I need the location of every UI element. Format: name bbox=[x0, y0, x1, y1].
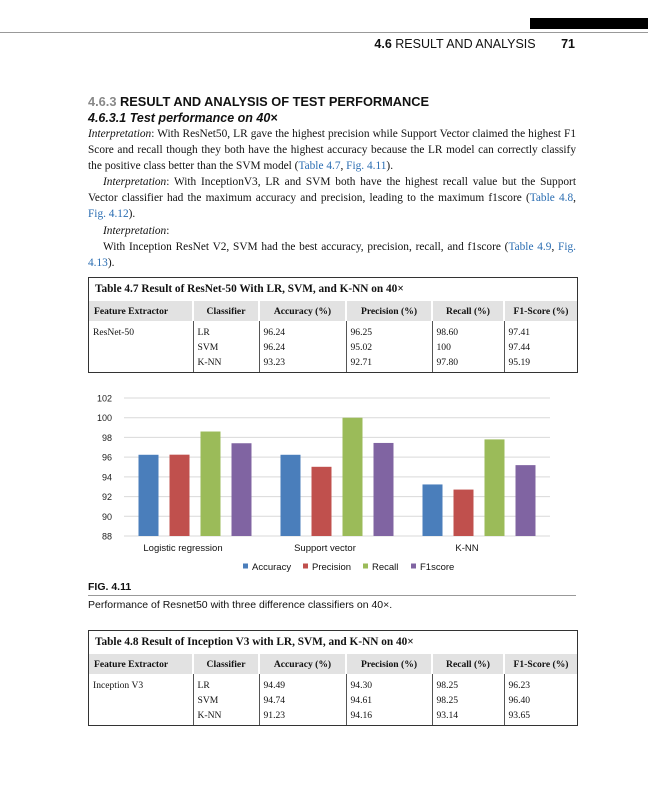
table-cell: 96.24 bbox=[259, 342, 346, 357]
running-head-title: RESULT AND ANALYSIS bbox=[395, 37, 536, 51]
paragraph-1 bbox=[88, 126, 576, 174]
table-header-row bbox=[89, 654, 577, 674]
xref-table-4-7[interactable]: Table 4.7 bbox=[298, 160, 341, 173]
table-cell: 94.61 bbox=[346, 695, 432, 710]
table-cell: 95.19 bbox=[504, 357, 577, 372]
column-header: Accuracy (%) bbox=[259, 301, 346, 321]
p2-end: ). bbox=[128, 208, 136, 221]
bar-f1score-1 bbox=[232, 443, 252, 536]
table-row bbox=[89, 357, 577, 372]
table-caption: Table 4.7 Result of ResNet-50 With LR, SVM, and K-NN on 40× bbox=[95, 283, 404, 295]
page-number: 71 bbox=[561, 37, 575, 51]
table-cell: 94.74 bbox=[259, 695, 346, 710]
table-cell: 98.25 bbox=[432, 674, 504, 695]
bar-precision-2 bbox=[312, 467, 332, 536]
y-tick-label: 96 bbox=[101, 452, 112, 463]
table-cell bbox=[89, 357, 193, 372]
bar-f1score-2 bbox=[374, 443, 394, 536]
table-cell: 96.25 bbox=[346, 321, 432, 342]
table-cell: SVM bbox=[193, 695, 259, 710]
bar-f1score-3 bbox=[516, 465, 536, 536]
section-heading bbox=[88, 94, 429, 109]
column-header: Recall (%) bbox=[432, 301, 504, 321]
table-row bbox=[89, 321, 577, 342]
table-cell: 91.23 bbox=[259, 710, 346, 725]
table-cell: Inception V3 bbox=[93, 680, 144, 691]
table-cell bbox=[89, 342, 193, 357]
legend-swatch bbox=[303, 564, 308, 569]
paragraph-4 bbox=[88, 239, 576, 271]
bar-recall-1 bbox=[201, 432, 221, 536]
p2-text: : With InceptionV3, LR and SVM both have the highest recall value but the Support Vector classifier had the maximum accuracy and precision, leading to the maximum f1score ( bbox=[88, 176, 576, 205]
bar-precision-1 bbox=[170, 455, 190, 536]
column-header: Accuracy (%) bbox=[259, 654, 346, 674]
y-tick-label: 98 bbox=[101, 432, 112, 443]
column-header: Precision (%) bbox=[346, 654, 432, 674]
x-tick-label: K-NN bbox=[455, 543, 479, 554]
xref-fig-4-12[interactable]: Fig. 4.12 bbox=[88, 208, 129, 221]
table-cell: 100 bbox=[432, 342, 504, 357]
table-cell: 97.80 bbox=[432, 357, 504, 372]
y-tick-label: 92 bbox=[101, 492, 112, 503]
p1-end: ). bbox=[386, 160, 394, 173]
table-row bbox=[89, 674, 577, 695]
p2-label: Interpretation bbox=[103, 176, 167, 189]
table-cell: K-NN bbox=[193, 357, 259, 372]
table-cell bbox=[89, 710, 193, 725]
column-header: F1-Score (%) bbox=[504, 301, 577, 321]
running-head-section: 4.6 bbox=[374, 37, 392, 51]
bar-chart bbox=[88, 388, 558, 578]
legend-label: Accuracy bbox=[252, 562, 292, 573]
table-row bbox=[89, 695, 577, 710]
table-row bbox=[89, 710, 577, 725]
table-cell: 97.44 bbox=[504, 342, 577, 357]
table-cell: LR bbox=[193, 674, 259, 695]
column-header: Classifier bbox=[193, 654, 259, 674]
bar-precision-3 bbox=[454, 490, 474, 536]
header-black-bar bbox=[530, 18, 648, 29]
y-tick-label: 102 bbox=[96, 393, 112, 404]
results-table bbox=[89, 301, 577, 372]
figure-caption: Performance of Resnet50 with three difference classifiers on 40×. bbox=[88, 599, 393, 611]
body-text bbox=[88, 126, 576, 271]
column-header: Feature Extractor bbox=[89, 654, 193, 674]
table-cell: 93.14 bbox=[432, 710, 504, 725]
table-cell: 98.60 bbox=[432, 321, 504, 342]
table-cell: 96.40 bbox=[504, 695, 577, 710]
y-tick-label: 88 bbox=[101, 531, 112, 542]
legend-swatch bbox=[363, 564, 368, 569]
column-header: Feature Extractor bbox=[89, 301, 193, 321]
table-cell: 96.23 bbox=[504, 674, 577, 695]
xref-table-4-9[interactable]: Table 4.9 bbox=[508, 240, 552, 253]
table-cell: 96.24 bbox=[259, 321, 346, 342]
table-cell: 97.41 bbox=[504, 321, 577, 342]
figure-label: FIG. 4.11 bbox=[88, 581, 132, 593]
legend-swatch bbox=[411, 564, 416, 569]
table-cell bbox=[89, 695, 193, 710]
bar-recall-2 bbox=[343, 418, 363, 536]
column-header: Precision (%) bbox=[346, 301, 432, 321]
p4-text: With Inception ResNet V2, SVM had the best accuracy, precision, recall, and f1score ( bbox=[103, 240, 509, 253]
table-cell: 94.49 bbox=[259, 674, 346, 695]
y-tick-label: 94 bbox=[101, 472, 112, 483]
table-cell: ResNet-50 bbox=[93, 327, 135, 338]
table-caption: Table 4.8 Result of Inception V3 with LR, SVM, and K-NN on 40× bbox=[95, 636, 414, 648]
table-cell: 94.30 bbox=[346, 674, 432, 695]
column-header: Classifier bbox=[193, 301, 259, 321]
xref-fig-4-11[interactable]: Fig. 4.11 bbox=[346, 160, 387, 173]
section-number: 4.6.3 bbox=[88, 94, 117, 109]
legend-swatch bbox=[243, 564, 248, 569]
table-cell: 93.23 bbox=[259, 357, 346, 372]
table-4-8 bbox=[88, 630, 578, 726]
bar-accuracy-3 bbox=[423, 484, 443, 536]
subsection-number: 4.6.3.1 bbox=[88, 111, 127, 125]
y-tick-label: 90 bbox=[101, 511, 112, 522]
p2-sep: , bbox=[573, 192, 577, 205]
table-cell: 93.65 bbox=[504, 710, 577, 725]
x-tick-label: Support vector bbox=[294, 543, 356, 554]
subsection-title: Test performance on 40× bbox=[129, 111, 278, 125]
legend-label: Recall bbox=[372, 562, 399, 573]
bar-accuracy-2 bbox=[281, 455, 301, 536]
table-header-row bbox=[89, 301, 577, 321]
table-cell: 98.25 bbox=[432, 695, 504, 710]
p1-sep: , bbox=[340, 160, 347, 173]
table-cell: 92.71 bbox=[346, 357, 432, 372]
p3-label: Interpretation bbox=[103, 224, 167, 237]
p1-text: : With ResNet50, LR gave the highest precision while Support Vector claimed the highest F1 Score and recall though they both have the highest accuracy because the LR model can correctly classify the positive class better than the SVM model ( bbox=[88, 128, 576, 173]
xref-table-4-8[interactable]: Table 4.8 bbox=[529, 192, 574, 205]
bar-accuracy-1 bbox=[139, 455, 159, 536]
figure-rule bbox=[88, 595, 576, 596]
section-title: RESULT AND ANALYSIS OF TEST PERFORMANCE bbox=[120, 94, 430, 109]
running-head bbox=[0, 37, 575, 51]
bar-recall-3 bbox=[485, 439, 505, 536]
subsection-heading bbox=[88, 111, 278, 125]
legend-label: Precision bbox=[312, 562, 352, 573]
p3-colon: : bbox=[166, 224, 170, 237]
legend-label: F1score bbox=[420, 562, 455, 573]
header-rule bbox=[0, 32, 648, 33]
table-cell: 95.02 bbox=[346, 342, 432, 357]
table-cell: K-NN bbox=[193, 710, 259, 725]
table-cell: 94.16 bbox=[346, 710, 432, 725]
results-table bbox=[89, 654, 577, 725]
paragraph-2 bbox=[88, 174, 576, 222]
table-row bbox=[89, 342, 577, 357]
paragraph-3 bbox=[88, 223, 576, 239]
p1-label: Interpretation bbox=[88, 128, 152, 140]
y-tick-label: 100 bbox=[96, 413, 112, 424]
p4-end: ). bbox=[107, 256, 115, 269]
table-cell: LR bbox=[193, 321, 259, 342]
p4-sep: , bbox=[551, 240, 559, 253]
table-4-7 bbox=[88, 277, 578, 373]
table-cell: SVM bbox=[193, 342, 259, 357]
column-header: F1-Score (%) bbox=[504, 654, 577, 674]
column-header: Recall (%) bbox=[432, 654, 504, 674]
x-tick-label: Logistic regression bbox=[143, 543, 223, 554]
xref-fig-4-13[interactable]: Fig. 4.13 bbox=[88, 240, 577, 269]
